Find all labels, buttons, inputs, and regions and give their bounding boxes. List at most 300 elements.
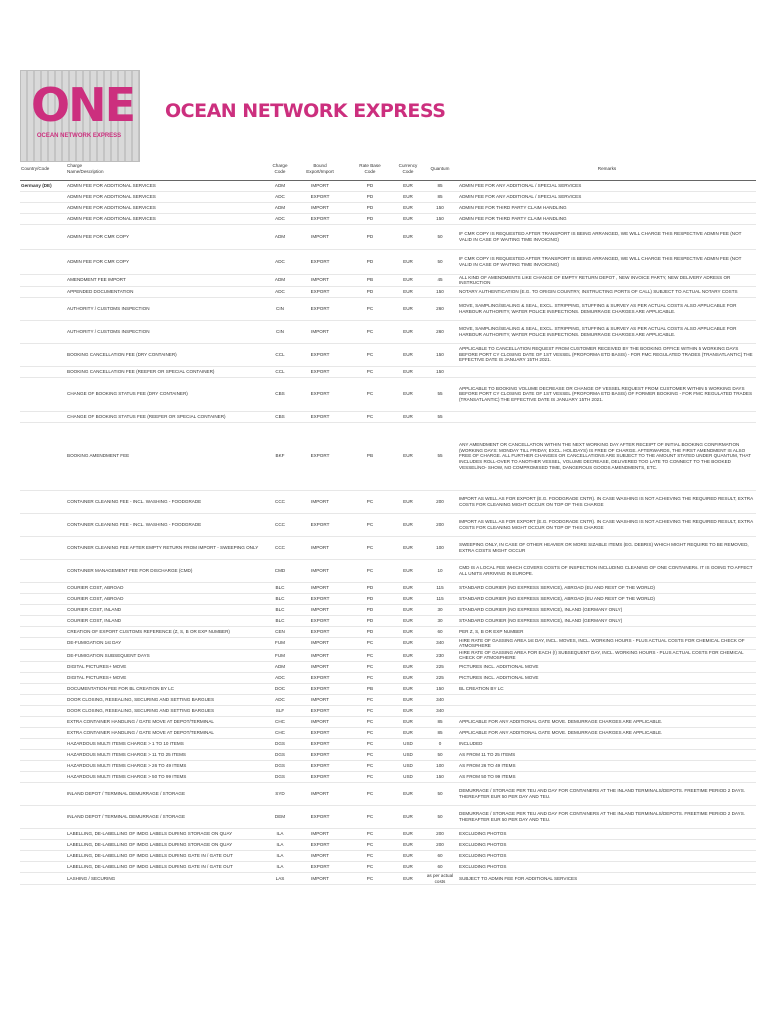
cell-rate: PD [366, 606, 374, 612]
cell-quantum: as per actual costs [426, 873, 454, 884]
cell-code: ADM [274, 182, 286, 188]
cell-currency: EUR [403, 730, 413, 736]
cell-description: ADMIN FEE FOR ADDITIONAL SERVICES [67, 215, 156, 221]
cell-quantum: 10 [437, 567, 443, 573]
cell-rate: PC [366, 853, 374, 859]
cell-bound: EXPORT [310, 288, 330, 294]
cell-description: BOOKING CANCELLATION FEE (REEFER OR SPECIAL CONTAINER) [67, 368, 215, 374]
cell-code: CMD [274, 567, 286, 573]
table-row [20, 739, 756, 750]
cell-remarks [458, 706, 756, 717]
cell-currency: EUR [403, 258, 413, 264]
cell-rate: PC [366, 351, 374, 357]
cell-currency: EUR [403, 719, 413, 725]
cell-currency: EUR [403, 193, 413, 199]
cell-quantum: 225 [436, 675, 444, 681]
table-row [20, 851, 756, 862]
cell-currency: EUR [403, 215, 413, 221]
cell-bound: EXPORT [310, 763, 330, 769]
cell-country [20, 862, 66, 873]
cell-country: Germany (DE) [21, 182, 52, 188]
table-row [20, 422, 756, 490]
cell-remarks [458, 411, 756, 422]
cell-rate: PC [366, 831, 374, 837]
table-row [20, 783, 756, 806]
cell-description: ADMIN FEE FOR ADDITIONAL SERVICES [67, 204, 156, 210]
cell-code: ADC [275, 193, 285, 199]
cell-currency: EUR [403, 567, 413, 573]
table-row [20, 559, 756, 582]
cell-description: CHANGE OF BOOKING STATUS FEE (DRY CONTAINER) [67, 391, 188, 397]
cell-remarks: MOVE, SAMPLING/SEALING & SEAL, EXCL. STRIPPING, STUFFING & SURVEY AS PER ACTUAL COSTS ALSO APPLICABLE FOR HARBOUR AUTHORITY, WATER POLICE INSPECTIONS. DEMURRAGE CHARGES ARE APPLICABLE. [459, 326, 737, 337]
cell-bound: EXPORT [310, 351, 330, 357]
cell-code: DOC [274, 686, 286, 692]
table-header [20, 158, 756, 180]
cell-code: ADM [274, 277, 286, 283]
table-row [20, 366, 756, 377]
table-row [20, 286, 756, 297]
logo-text: ONE [31, 78, 135, 132]
cell-rate: PC [366, 842, 374, 848]
cell-code: SLF [275, 708, 285, 714]
cell-quantum: 200 [436, 521, 444, 527]
cell-rate: PC [366, 774, 374, 780]
cell-code: CHC [275, 730, 285, 736]
cell-description: ADMIN FEE FOR ADDITIONAL SERVICES [67, 182, 156, 188]
cell-bound: IMPORT [311, 584, 329, 590]
cell-remarks: PICTURES INCL. ADDITIONAL MOVE [459, 675, 539, 681]
cell-quantum: 200 [436, 842, 444, 848]
cell-quantum: 0 [438, 741, 442, 747]
cell-bound: EXPORT [310, 675, 330, 681]
header-quantum: Quantum [422, 158, 458, 180]
table-row [20, 637, 756, 649]
cell-country [20, 202, 66, 213]
cell-bound: EXPORT [310, 391, 330, 397]
cell-description: LASHING / SECURING [67, 875, 116, 881]
cell-code: ADM [274, 664, 286, 670]
cell-description: COURIER COST, INLAND [67, 606, 122, 612]
cell-description: COURIER COST, ABROAD [67, 584, 124, 590]
cell-currency: EUR [403, 277, 413, 283]
cell-description: HAZARDOUS MULTI ITEMS CHARGE > 50 TO 99 ITEMS [67, 774, 187, 780]
cell-country [20, 783, 66, 806]
cell-bound: EXPORT [310, 730, 330, 736]
cell-country [20, 637, 66, 649]
cell-country [20, 706, 66, 717]
cell-remarks: IMPORT AS WELL AS FOR EXPORT (E.G. FOODGRADE CNTR). IN CASE WASHING IS NOT ACHIEVING THE REQUIRED RESULT, EXTRA COSTS FOR CLEANING MIGHT OCCUR ON TOP OF THIS CHARGE [459, 519, 753, 530]
cell-quantum: 85 [437, 182, 443, 188]
cell-quantum: 200 [436, 498, 444, 504]
cell-quantum: 50 [437, 791, 443, 797]
cell-code: CBS [275, 413, 285, 419]
cell-country [20, 851, 66, 862]
cell-description: BOOKING CANCELLATION FEE (DRY CONTAINER) [67, 351, 177, 357]
cell-quantum: 60 [437, 864, 443, 870]
cell-description: AUTHORITY / CUSTOMS INSPECTION [67, 305, 150, 311]
cell-remarks: IF CMR COPY IS REQUESTED AFTER TRANSPORT IS BEING ARRANGED, WE WILL CHARGE THIS RESPECTIVE ADMIN FEE (NOT VALID IN CASE OF WAITING TIME INVOICING) [459, 230, 742, 242]
cell-quantum: 30 [437, 617, 443, 623]
cell-bound: EXPORT [310, 413, 330, 419]
cell-code: DGS [275, 752, 285, 758]
cell-quantum: 45 [437, 277, 443, 283]
cell-quantum: 50 [437, 752, 443, 758]
cell-currency: EUR [403, 814, 413, 820]
cell-rate: PC [366, 521, 374, 527]
cell-quantum: 150 [436, 774, 444, 780]
table-row [20, 593, 756, 604]
cell-quantum: 115 [436, 584, 444, 590]
cell-country [20, 840, 66, 851]
header-charge-code: Charge Code [266, 158, 294, 180]
cell-remarks: APPLICABLE FOR ANY ADDITIONAL GATE MOVE. DEMURRAGE CHARGES ARE APPLICABLE. [459, 719, 663, 725]
cell-quantum: 150 [436, 368, 444, 374]
cell-bound: IMPORT [311, 498, 329, 504]
cell-quantum: 200 [436, 831, 444, 837]
cell-rate: PC [366, 730, 374, 736]
cell-remarks: APPLICABLE TO BOOKING VOLUME DECREASE OR CHANGE OF VESSEL REQUEST FROM CUSTOMER WITHIN 5 WORKING DAYS BEFORE PORT CY CLOSING DATE OF 1ST VESSEL (PROFORMA ETD BASIS) OF FORMER BOOKING - FOR FMC REGULATED TRADES (TRANSATLANTIC) THE EFFECTIVE DATE IS JANUARY 15TH 2021. [459, 385, 753, 402]
cell-quantum: 340 [436, 697, 444, 703]
cell-bound: IMPORT [311, 606, 329, 612]
cell-description: INLAND DEPOT / TERMINAL DEMURRAGE / STORAGE [67, 814, 186, 820]
cell-rate: PC [366, 675, 374, 681]
table-row [20, 615, 756, 626]
cell-quantum: 150 [436, 686, 444, 692]
cell-description: CREATION OF EXPORT CUSTOMS REFERENCE (Z, S, B OR EXP NUMBER) [67, 628, 230, 634]
cell-rate: PB [366, 686, 374, 692]
cell-rate: PC [366, 305, 374, 311]
cell-currency: EUR [403, 853, 413, 859]
cell-bound: EXPORT [310, 193, 330, 199]
cell-currency: EUR [403, 697, 413, 703]
cell-code: CCL [275, 351, 285, 357]
cell-remarks [458, 695, 756, 706]
cell-quantum: 115 [436, 595, 444, 601]
cell-description: INLAND DEPOT / TERMINAL DEMURRAGE / STORAGE [67, 791, 186, 797]
cell-description: EXTRA CONTAINER HANDLING / GATE MOVE AT DEPOT/TERMINAL [67, 719, 214, 725]
cell-rate: PC [366, 413, 374, 419]
cell-country [20, 249, 66, 274]
cell-remarks: BL CREATION BY LC [459, 686, 504, 692]
table-body [20, 180, 756, 885]
cell-code: ADC [275, 288, 285, 294]
cell-currency: EUR [403, 606, 413, 612]
cell-quantum: 260 [436, 328, 444, 334]
cell-remarks: IMPORT AS WELL AS FOR EXPORT (E.G. FOODGRADE CNTR). IN CASE WASHING IS NOT ACHIEVING THE REQUIRED RESULT, EXTRA COSTS FOR CLEANING MIGHT OCCUR ON TOP OF THIS CHARGE [459, 496, 753, 507]
cell-rate: PD [366, 204, 374, 210]
table-row [20, 649, 756, 661]
table-row [20, 180, 756, 191]
cell-code: FUM [275, 652, 285, 658]
cell-bound: IMPORT [311, 277, 329, 283]
charges-table [20, 158, 756, 885]
cell-remarks: SWEEPING ONLY, IN CASE OF OTHER HEAVIER OR MORE SIZABLE ITEMS (EG. DEBRIS) WHICH MIGHT REQUIRE TO BE REMOVED, EXTRA COSTS MIGHT OCCUR [459, 542, 749, 553]
cell-country [20, 717, 66, 728]
cell-remarks: EXCLUDING PHOTOS [459, 853, 507, 859]
cell-currency: EUR [403, 652, 413, 658]
cell-country [20, 490, 66, 513]
cell-code: ILA [276, 853, 284, 859]
cell-country [20, 411, 66, 422]
cell-currency: EUR [403, 233, 413, 239]
cell-currency: EUR [403, 686, 413, 692]
cell-remarks: HIRE RATE OF GASSING AREA 1st DAY, INCL. MOVES, INCL. WORKING HOURS - PLUS ACTUAL COSTS FOR CHEMICAL CHECK OF ATMOSPHERE [459, 637, 745, 649]
cell-description: LABELLING, DE-LABELLING OF IMDG LABELS DURING GATE IN / GATE OUT [67, 853, 233, 859]
cell-quantum: 30 [437, 606, 443, 612]
table-row [20, 411, 756, 422]
cell-code: FUM [275, 640, 285, 646]
cell-quantum: 150 [436, 351, 444, 357]
cell-country [20, 513, 66, 536]
cell-currency: EUR [403, 708, 413, 714]
table-row [20, 728, 756, 739]
cell-code: DGS [275, 763, 285, 769]
table-row [20, 717, 756, 728]
cell-bound: IMPORT [311, 640, 329, 646]
cell-rate: PC [366, 567, 374, 573]
cell-country [20, 829, 66, 840]
cell-quantum: 100 [436, 763, 444, 769]
cell-rate: PD [366, 182, 374, 188]
cell-country [20, 673, 66, 684]
cell-rate: PC [366, 814, 374, 820]
cell-country [20, 377, 66, 411]
cell-bound: IMPORT [311, 791, 329, 797]
cell-description: DIGITAL PICTURES+ MOVE [67, 664, 127, 670]
cell-description: AMENDMENT FEE IMPORT [67, 277, 126, 283]
cell-country [20, 695, 66, 706]
cell-quantum: 85 [437, 730, 443, 736]
cell-bound: IMPORT [311, 328, 329, 334]
header-remarks: Remarks [458, 158, 756, 180]
cell-country [20, 274, 66, 286]
cell-country [20, 649, 66, 661]
table-row [20, 297, 756, 320]
cell-bound: EXPORT [310, 215, 330, 221]
cell-quantum: 150 [436, 215, 444, 221]
cell-rate: PD [366, 617, 374, 623]
cell-code: ADC [275, 697, 285, 703]
cell-quantum: 50 [437, 814, 443, 820]
cell-bound: EXPORT [310, 686, 330, 692]
cell-rate: PC [366, 391, 374, 397]
cell-rate: PD [366, 193, 374, 199]
table-row [20, 582, 756, 593]
cell-description: APPENDED DOCUMENTATION [67, 288, 134, 294]
cell-quantum: 50 [437, 233, 443, 239]
cell-quantum: 85 [437, 193, 443, 199]
cell-country [20, 366, 66, 377]
cell-currency: EUR [403, 368, 413, 374]
cell-currency: EUR [403, 875, 413, 881]
cell-rate: PC [366, 752, 374, 758]
header-rate-base: Rate Base Code [346, 158, 394, 180]
table-row [20, 604, 756, 615]
cell-bound: EXPORT [310, 708, 330, 714]
cell-country [20, 343, 66, 366]
cell-currency: EUR [403, 182, 413, 188]
cell-bound: EXPORT [310, 258, 330, 264]
cell-remarks: DEMURRAGE / STORAGE PER TEU AND DAY FOR CONTAINERS AT THE INLAND TERMINALS/DEPOTS. FREETIME PERIOD 2 DAYS. THEREAFTER EUR 50 PER DAY AND TEU. [459, 788, 746, 800]
cell-quantum: 150 [436, 288, 444, 294]
cell-rate: PD [366, 595, 374, 601]
cell-currency: EUR [403, 413, 413, 419]
cell-bound: EXPORT [310, 595, 330, 601]
cell-currency: EUR [403, 584, 413, 590]
table-row [20, 706, 756, 717]
cell-bound: EXPORT [310, 617, 330, 623]
logo-subtext: OCEAN NETWORK EXPRESS [36, 133, 122, 139]
cell-bound: IMPORT [311, 875, 329, 881]
cell-rate: PD [366, 288, 374, 294]
cell-country [20, 615, 66, 626]
cell-currency: EUR [403, 595, 413, 601]
cell-country [20, 536, 66, 559]
cell-description: CONTAINER CLEANING FEE - INCL. WASHING - FOODGRADE [67, 498, 202, 504]
cell-country [20, 761, 66, 772]
cell-remarks: STANDARD COURIER (NO EXPRESS SERVICE), INLAND (GERMANY ONLY) [459, 606, 623, 612]
table-row [20, 343, 756, 366]
cell-currency: EUR [403, 544, 413, 550]
cell-rate: PC [366, 368, 374, 374]
cell-bound: EXPORT [310, 752, 330, 758]
table-row [20, 513, 756, 536]
cell-remarks: APPLICABLE TO CANCELLATION REQUEST FROM CUSTOMER RECEIVED BY THE BOOKING OFFICE WITHIN 5 WORKING DAYS BEFORE PORT CY CLOSING DATE OF 1ST VESSEL (PROFORMA ETD BASIS) - FOR FMC REGULATED TRADES (TRANSATLANTIC) THE EFFECTIVE DATE IS JANUARY 15TH 2021. [459, 346, 753, 363]
cell-code: BLC [275, 584, 285, 590]
header-charge: Charge Name/Description [66, 158, 266, 180]
cell-remarks: NOTARY AUTHENTICATION (E.G. TO ORIGIN COUNTRY, INSTRUCTING PORTS OF CALL) SUBJECT TO ACTUAL NOTARY COSTS [459, 288, 738, 294]
cell-code: CHC [275, 719, 285, 725]
cell-quantum: 55 [437, 391, 443, 397]
table-row [20, 202, 756, 213]
cell-remarks: EXCLUDING PHOTOS [459, 831, 507, 837]
cell-remarks [458, 366, 756, 377]
cell-remarks: IF CMR COPY IS REQUESTED AFTER TRANSPORT IS BEING ARRANGED, WE WILL CHARGE THIS RESPECTIVE ADMIN FEE (NOT VALID IN CASE OF WAITING TIME INVOICING) [459, 255, 742, 267]
table-row [20, 536, 756, 559]
one-logo [20, 70, 140, 162]
cell-description: HAZARDOUS MULTI ITEMS CHARGE > 1 TO 10 ITEMS [67, 741, 184, 747]
cell-bound: EXPORT [310, 305, 330, 311]
cell-country [20, 213, 66, 224]
cell-rate: PD [366, 233, 374, 239]
cell-remarks: STANDARD COURIER (NO EXPRESS SERVICE), ABROAD (EU AND REST OF THE WORLD) [459, 584, 655, 590]
cell-code: ILA [276, 831, 284, 837]
table-row [20, 806, 756, 829]
cell-description: DE-FUMIGATION 1st DAY [67, 640, 122, 646]
cell-code: ILA [276, 842, 284, 848]
table-row [20, 873, 756, 885]
cell-country [20, 582, 66, 593]
cell-code: CCL [275, 368, 285, 374]
cell-code: BLC [275, 595, 285, 601]
cell-country [20, 662, 66, 673]
cell-description: LABELLING, DE-LABELLING OF IMDG LABELS DURING GATE IN / GATE OUT [67, 864, 233, 870]
cell-bound: EXPORT [310, 814, 330, 820]
cell-remarks: ALL KIND OF AMENDMENTS LIKE CHANGE OF EMPTY RETURN DEPOT , NEW INVOICE PARTY, NEW DELIVERY ADRESS OR INSTRUCTION [459, 274, 731, 286]
cell-bound: IMPORT [311, 652, 329, 658]
cell-remarks: CMD IS A LOCAL FEE WHICH COVERS COSTS OF INSPECTION INCLUDING CLEANING OF ONE CONTAINERs. IT IS GOING TO AFFECT ALL UNITS ARRIVING IN EUROPE. [459, 565, 753, 576]
cell-quantum: 60 [437, 853, 443, 859]
cell-description: CHANGE OF BOOKING STATUS FEE (REEFER OR SPECIAL CONTAINER) [67, 413, 226, 419]
cell-code: ILA [276, 864, 284, 870]
header-bound: Bound Export/Import [294, 158, 346, 180]
table-row [20, 224, 756, 249]
cell-description: ADMIN FEE FOR ADDITIONAL SERVICES [67, 193, 156, 199]
cell-country [20, 191, 66, 202]
table-row [20, 673, 756, 684]
cell-rate: PC [366, 652, 374, 658]
cell-rate: PC [366, 719, 374, 725]
cell-country [20, 559, 66, 582]
cell-code: BLC [275, 617, 285, 623]
cell-currency: USD [403, 741, 413, 747]
cell-remarks: STANDARD COURIER (NO EXPRESS SERVICE), ABROAD (EU AND REST OF THE WORLD) [459, 595, 655, 601]
cell-rate: PC [366, 328, 374, 334]
cell-rate: PC [366, 763, 374, 769]
cell-country [20, 739, 66, 750]
cell-code: CCC [275, 521, 285, 527]
cell-rate: PD [366, 584, 374, 590]
cell-code: CCC [275, 544, 285, 550]
cell-code: LAS [275, 875, 285, 881]
cell-currency: EUR [403, 675, 413, 681]
table-row [20, 750, 756, 761]
cell-bound: EXPORT [310, 628, 330, 634]
cell-rate: PD [366, 215, 374, 221]
table-row [20, 320, 756, 343]
cell-currency: EUR [403, 864, 413, 870]
cell-quantum: 230 [436, 652, 444, 658]
cell-remarks: ADMIN FEE FOR THIRD PARTY CLAIM HANDLING [459, 215, 567, 221]
cell-remarks: PICTURES INCL. ADDITIONAL MOVE [459, 664, 539, 670]
cell-bound: IMPORT [311, 182, 329, 188]
cell-code: DEM [274, 814, 286, 820]
cell-currency: USD [403, 774, 413, 780]
cell-remarks: ADMIN FEE FOR ANY ADDITIONAL / SPECIAL SERVICES [459, 182, 582, 188]
cell-remarks: DEMURRAGE / STORAGE PER TEU AND DAY FOR CONTAINERS AT THE INLAND TERMINALS/DEPOTS. FREETIME PERIOD 2 DAYS. THEREAFTER EUR 50 PER DAY AND TEU. [459, 811, 746, 823]
cell-rate: PB [366, 277, 374, 283]
cell-bound: IMPORT [311, 697, 329, 703]
cell-currency: EUR [403, 521, 413, 527]
table-row [20, 490, 756, 513]
cell-description: DE-FUMIGATION SUBSEQUENT DAYS [67, 652, 150, 658]
cell-country [20, 297, 66, 320]
cell-description: ADMIN FEE FOR CMR COPY [67, 233, 130, 239]
cell-quantum: 340 [436, 708, 444, 714]
cell-code: DGS [275, 774, 285, 780]
table-row [20, 829, 756, 840]
cell-rate: PC [366, 544, 374, 550]
cell-currency: EUR [403, 498, 413, 504]
cell-remarks: EXCLUDING PHOTOS [459, 864, 507, 870]
cell-bound: EXPORT [310, 521, 330, 527]
header-currency: Currency Code [394, 158, 422, 180]
cell-code: ADM [274, 233, 286, 239]
cell-rate: PB [366, 453, 374, 459]
cell-code: CCC [275, 498, 285, 504]
table-row [20, 662, 756, 673]
cell-currency: EUR [403, 791, 413, 797]
cell-country [20, 286, 66, 297]
cell-quantum: 55 [437, 453, 443, 459]
cell-country [20, 422, 66, 490]
table-row [20, 626, 756, 637]
cell-code: BKF [275, 453, 285, 459]
cell-code: BLC [275, 606, 285, 612]
cell-quantum: 85 [437, 719, 443, 725]
cell-description: CONTAINER MANAGEMENT FEE FOR DISCHARGE (CMD) [67, 567, 193, 573]
table-row [20, 213, 756, 224]
